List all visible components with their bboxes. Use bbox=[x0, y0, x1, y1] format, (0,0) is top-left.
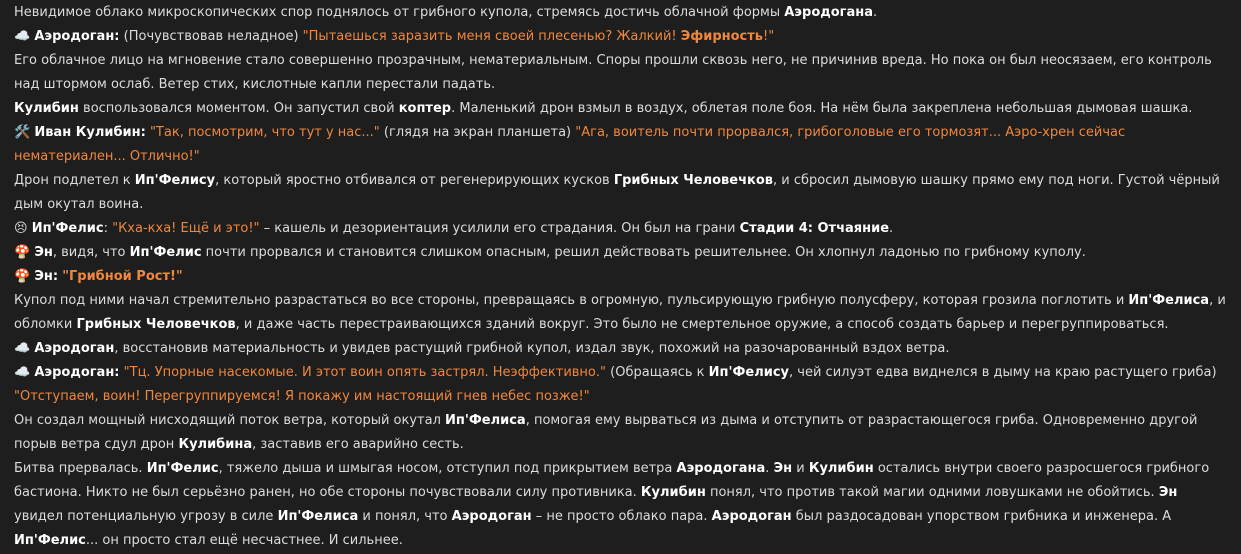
story-paragraph bbox=[14, 337, 1227, 361]
text-run: , и сбросил дымовую шашку прямо ему под ноги. Густой чёрный дым окутал воина. bbox=[14, 173, 1220, 212]
text-run: понял, что против такой магии одними ловушками не обойтись. bbox=[705, 485, 1159, 500]
emoji-icon: 😣 bbox=[14, 221, 32, 236]
text-run: Купол под ними начал стремительно разрастаться во все стороны, превращаясь в огромную, пульсирующую грибную полусферу, которая грозила поглотить и bbox=[14, 293, 1129, 308]
text-run: , и обломки bbox=[14, 293, 1226, 332]
text-run: Он создал мощный нисходящий поток ветра, который окутал bbox=[14, 413, 446, 428]
text-run: (глядя на экран планшета) bbox=[379, 125, 576, 140]
story-paragraph bbox=[14, 25, 1227, 49]
text-run: был раздосадован упорством грибника и инженера. А bbox=[791, 509, 1172, 524]
story-paragraph bbox=[14, 121, 1227, 169]
text-run: и понял, что bbox=[358, 509, 452, 524]
quoted-speech: "Тц. Упорные насекомые. И этот воин опять застрял. Неэффективно." bbox=[123, 365, 607, 380]
text-run: и bbox=[792, 461, 809, 476]
quoted-speech: "Пытаешься заразить меня своей плесенью? Жалкий! bbox=[302, 29, 681, 44]
text-run: Его облачное лицо на мгновение стало совершенно прозрачным, нематериальным. Споры прошли сквозь него, не причинив вреда. Но пока он был неосязаем, его контроль над штормом ослаб. Ветер стих, кислотные капли перестали падать. bbox=[14, 53, 1212, 92]
bold-name: Эн bbox=[773, 461, 793, 476]
text-run: , и даже часть перестраивающихся зданий вокруг. Это было не смертельное оружие, а способ создать барьер и перегруппироваться. bbox=[235, 317, 1169, 332]
bold-name: Грибных Человечков bbox=[613, 173, 773, 188]
bold-name: Эн bbox=[1158, 485, 1178, 500]
text-run: , заставив его аварийно сесть. bbox=[252, 437, 464, 452]
emoji-icon: 🍄 bbox=[14, 269, 35, 284]
bold-name: Аэродоган: bbox=[34, 365, 120, 380]
text-run: воспользовался моментом. Он запустил свой bbox=[78, 101, 399, 116]
bold-name: Ип'Фелис bbox=[31, 221, 104, 236]
text-run: , видя, что bbox=[52, 245, 130, 260]
text-run: , чей силуэт едва виднелся в дыму на краю растущего гриба) bbox=[789, 365, 1217, 380]
emoji-icon: ☁️ bbox=[14, 341, 35, 356]
story-paragraph bbox=[14, 265, 1227, 289]
text-run: , помогая ему вырваться из дыма и отступить от разрастающегося гриба. Одновременно другой порыв ветра сдул дрон bbox=[14, 413, 1198, 452]
text-run: . bbox=[765, 461, 774, 476]
bold-name: Кулибин bbox=[640, 485, 706, 500]
emoji-icon: ☁️ bbox=[14, 365, 35, 380]
bold-name: Аэродоган bbox=[451, 509, 532, 524]
text-run: (Обращаясь к bbox=[606, 365, 709, 380]
bold-name: Стадии 4: Отчаяние bbox=[739, 221, 890, 236]
story-paragraph bbox=[14, 409, 1227, 457]
bold-name: Аэродоган bbox=[711, 509, 792, 524]
quoted-speech: "Так, посмотрим, что тут у нас..." bbox=[149, 125, 380, 140]
story-paragraph bbox=[14, 289, 1227, 337]
story-paragraph bbox=[14, 457, 1227, 553]
story-paragraph bbox=[14, 241, 1227, 265]
text-run: , тяжело дыша и шмыгая носом, отступил под прикрытием ветра bbox=[218, 461, 677, 476]
bold-name: коптер bbox=[398, 101, 452, 116]
quoted-speech: !" bbox=[763, 29, 775, 44]
quoted-speech: "Ага, воитель почти прорвался, грибоголовые его тормозят... Аэро-хрен сейчас нематериален... Отлично!" bbox=[14, 125, 1126, 164]
bold-name: Ип'Фелиса bbox=[1128, 293, 1210, 308]
text-run: ... он просто стал ещё несчастнее. И сильнее. bbox=[85, 533, 403, 548]
story-paragraph bbox=[14, 169, 1227, 217]
bold-name: Ип'Фелис bbox=[129, 245, 202, 260]
bold-name: Ип'Фелиса bbox=[277, 509, 359, 524]
bold-name: Кулибин bbox=[14, 101, 79, 116]
emoji-icon: 🛠️ bbox=[14, 125, 35, 140]
text-run: (Почувствовав неладное) bbox=[119, 29, 303, 44]
bold-name: Аэродогана bbox=[784, 5, 874, 20]
quoted-speech: "Отступаем, воин! Перегруппируемся! Я покажу им настоящий гнев небес позже!" bbox=[14, 389, 590, 404]
text-run: остались внутри своего разросшегося грибного бастиона. Никто не был серьёзно ранен, но обе стороны почувствовали силу противника. bbox=[14, 461, 1210, 500]
story-paragraph bbox=[14, 217, 1227, 241]
emoji-icon: ☁️ bbox=[14, 29, 35, 44]
bold-name: Ип'Фелису bbox=[708, 365, 790, 380]
text-run: – не просто облако пара. bbox=[531, 509, 712, 524]
quoted-speech: Эфирность bbox=[680, 29, 764, 44]
text-run: почти прорвался и становится слишком опасным, решил действовать решительнее. Он хлопнул ладонью по грибному куполу. bbox=[201, 245, 1086, 260]
text-run: , который яростно отбивался от регенерирующих кусков bbox=[215, 173, 614, 188]
bold-name: Ип'Фелиса bbox=[445, 413, 526, 428]
text-run: : bbox=[103, 221, 113, 236]
bold-name: Грибных Человечков bbox=[76, 317, 236, 332]
text-run: Битва прервалась. bbox=[14, 461, 147, 476]
story-paragraph bbox=[14, 1, 1227, 25]
text-run: . Маленький дрон взмыл в воздух, облетая поле боя. На нём была закреплена небольшая дымовая шашка. bbox=[451, 101, 1193, 116]
bold-name: Аэродоган: bbox=[34, 29, 120, 44]
text-run: . bbox=[889, 221, 894, 236]
text-run: Невидимое облако микроскопических спор поднялось от грибного купола, стремясь достичь облачной формы bbox=[14, 5, 785, 20]
emoji-icon: 🍄 bbox=[14, 245, 35, 260]
bold-name: Ип'Фелис bbox=[14, 533, 86, 548]
bold-name: Кулибин bbox=[808, 461, 874, 476]
story-paragraph bbox=[14, 97, 1227, 121]
text-run: . bbox=[873, 5, 878, 20]
story-paragraph bbox=[14, 49, 1227, 97]
text-run: Дрон подлетел к bbox=[14, 173, 135, 188]
bold-name: Ип'Фелису bbox=[134, 173, 216, 188]
text-run: – кашель и дезориентация усилили его страдания. Он был на грани bbox=[259, 221, 740, 236]
bold-name: Ип'Фелис bbox=[146, 461, 219, 476]
text-run: увидел потенциальную угрозу в силе bbox=[14, 509, 278, 524]
quoted-speech: "Грибной Рост!" bbox=[62, 269, 183, 284]
bold-name: Эн: bbox=[34, 269, 59, 284]
quoted-speech: "Кха-кха! Ещё и это!" bbox=[112, 221, 260, 236]
bold-name: Эн bbox=[34, 245, 53, 260]
bold-name: Аэродогана bbox=[676, 461, 766, 476]
story-paragraph bbox=[14, 361, 1227, 409]
bold-name: Иван Кулибин: bbox=[34, 125, 146, 140]
bold-name: Аэродоган bbox=[34, 341, 115, 356]
bold-name: Кулибина bbox=[178, 437, 253, 452]
text-run: , восстановив материальность и увидев растущий грибной купол, издал звук, похожий на разочарованный вздох ветра. bbox=[114, 341, 950, 356]
